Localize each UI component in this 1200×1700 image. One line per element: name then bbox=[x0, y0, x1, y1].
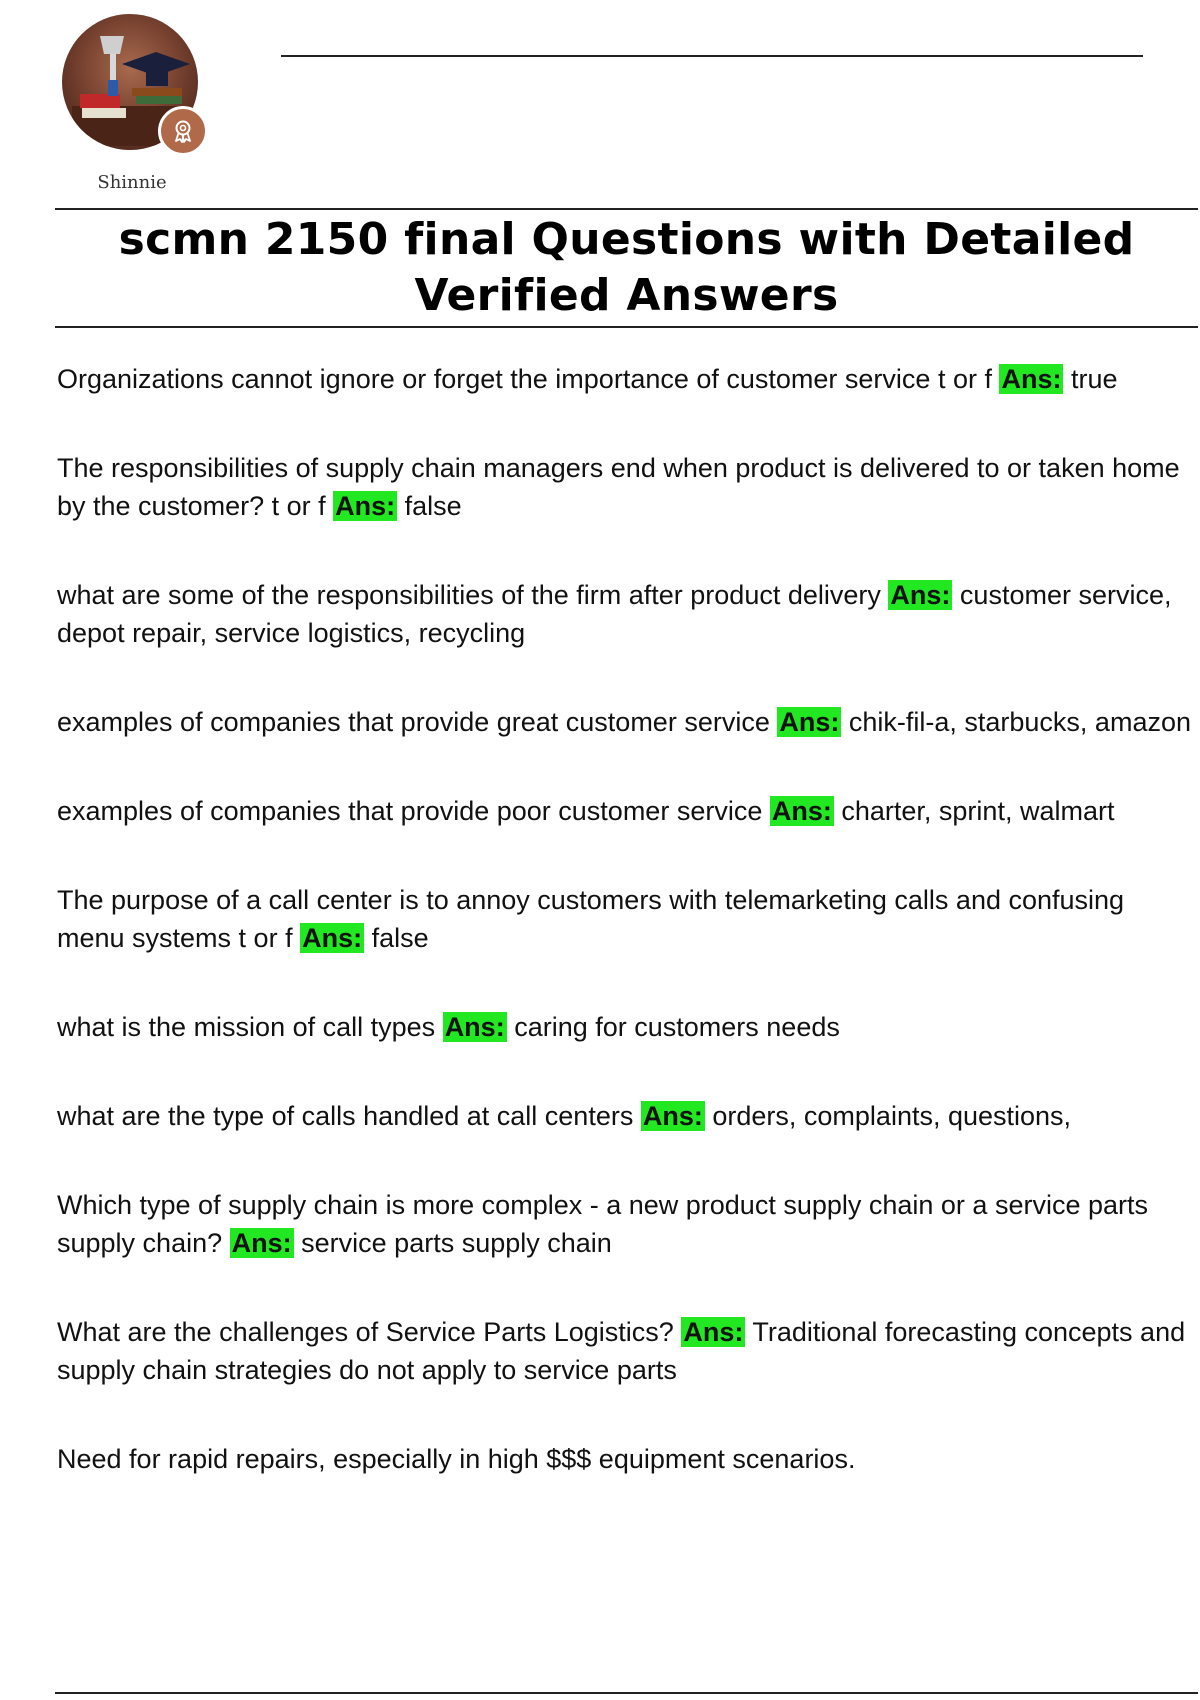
question-text: examples of companies that provide great customer service bbox=[57, 707, 770, 737]
answer-text: false bbox=[404, 491, 462, 521]
answer-text: customer service, depot repair, service logistics, recycling bbox=[57, 580, 1172, 648]
answer-label: Ans: bbox=[890, 580, 951, 610]
award-ribbon-icon bbox=[170, 118, 196, 144]
author-avatar bbox=[62, 14, 202, 154]
answer-text: true bbox=[1071, 364, 1118, 394]
question-text: what is the mission of call types bbox=[57, 1012, 436, 1042]
answer-text: caring for customers needs bbox=[514, 1012, 840, 1042]
question-text: examples of companies that provide poor customer service bbox=[57, 796, 763, 826]
answer-text: service parts supply chain bbox=[301, 1228, 612, 1258]
answer-text: chik-fil-a, starbucks, amazon bbox=[848, 707, 1191, 737]
qa-item bbox=[57, 703, 1197, 741]
answer-label: Ans: bbox=[683, 1317, 744, 1347]
qa-item bbox=[57, 576, 1197, 652]
answer-label: Ans: bbox=[444, 1012, 505, 1042]
qa-item bbox=[57, 1097, 1197, 1135]
qa-item bbox=[57, 1008, 1197, 1046]
qa-list bbox=[57, 360, 1197, 1478]
author-name: Shinnie bbox=[97, 172, 167, 193]
qa-item bbox=[57, 1313, 1197, 1389]
trailing-paragraph: Need for rapid repairs, especially in high $$$ equipment scenarios. bbox=[57, 1444, 856, 1474]
badge bbox=[158, 106, 208, 156]
question-text: what are the type of calls handled at call centers bbox=[57, 1101, 634, 1131]
footer-rule bbox=[55, 1692, 1198, 1694]
page-title: scmn 2150 final Questions with Detailed Verified Answers bbox=[118, 214, 1135, 321]
answer-label: Ans: bbox=[1001, 364, 1062, 394]
answer-text: charter, sprint, walmart bbox=[841, 796, 1115, 826]
question-text: Which type of supply chain is more complex - a new product supply chain or a service parts supply chain? bbox=[57, 1190, 1148, 1258]
answer-text: Traditional forecasting concepts and supply chain strategies do not apply to service parts bbox=[57, 1317, 1186, 1385]
answer-label: Ans: bbox=[771, 796, 832, 826]
answer-text: orders, complaints, questions, bbox=[712, 1101, 1072, 1131]
header-rule bbox=[281, 55, 1143, 57]
question-text: The responsibilities of supply chain managers end when product is delivered to or taken home by the customer? t or f bbox=[57, 453, 1180, 521]
question-text: Organizations cannot ignore or forget the importance of customer service t or f bbox=[57, 364, 992, 394]
qa-item bbox=[57, 360, 1197, 398]
question-text: What are the challenges of Service Parts Logistics? bbox=[57, 1317, 674, 1347]
answer-label: Ans: bbox=[231, 1228, 292, 1258]
answer-label: Ans: bbox=[302, 923, 363, 953]
answer-label: Ans: bbox=[335, 491, 396, 521]
answer-label: Ans: bbox=[779, 707, 840, 737]
answer-label: Ans: bbox=[642, 1101, 703, 1131]
question-text: The purpose of a call center is to annoy customers with telemarketing calls and confusing menu systems t or f bbox=[57, 885, 1125, 953]
qa-item bbox=[57, 449, 1197, 525]
title-box bbox=[55, 208, 1198, 328]
qa-item bbox=[57, 792, 1197, 830]
answer-text: false bbox=[371, 923, 429, 953]
question-text: what are some of the responsibilities of the firm after product delivery bbox=[57, 580, 881, 610]
qa-item bbox=[57, 881, 1197, 957]
qa-item bbox=[57, 1186, 1197, 1262]
